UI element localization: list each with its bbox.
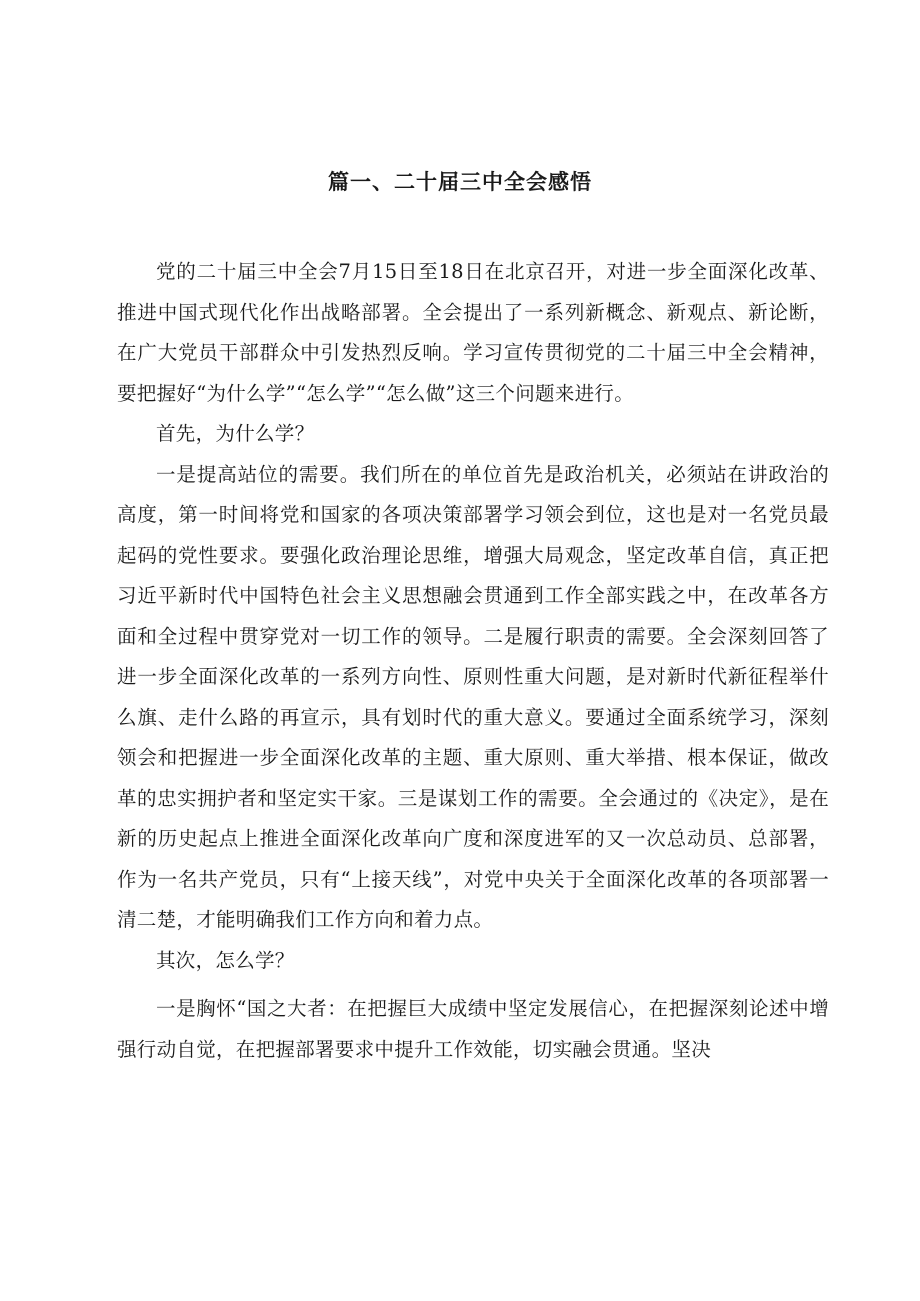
paragraph-how-body: 一是胸怀“国之大者：在把握巨大成绩中坚定发展信心，在把握深刻论述中增强行动自觉，在把握部署要求中提升工作效能，切实融会贯通。坚决 — [117, 997, 829, 1061]
paragraph-heading-how: 其次，怎么学？ — [156, 948, 295, 972]
paragraph-why-body: 一是提高站位的需要。我们所在的单位首先是政治机关，必须站在讲政治的高度，第一时间将党和国家的各项决策部署学习领会到位，这也是对一名党员最起码的党性要求。要强化政治理论思维，增强大局观念，坚定改革自信，真正把习近平新时代中国特色社会主义思想融会贯通到工作全部实践之中，在改革各方面和全过程中贯穿党对一切工作的领导。二是履行职责的需要。全会深刻回答了进一步全面深化改革的一系列方向性、原则性重大问题，是对新时代新征程举什么旗、走什么路的再宣示，具有划时代的重大意义。要通过全面系统学习，深刻领会和把握进一步全面深化改革的主题、重大原则、重大举措、根本保证，做改革的忠实拥护者和坚定实干家。三是谋划工作的需要。全会通过的《决定》，是在新的历史起点上推进全面深化改革向广度和深度进军的又一次总动员、总部署，作为一名共产党员，只有“上接天线”，对党中央关于全面深化改革的各项部署一清二楚，才能明确我们工作方向和着力点。 — [117, 462, 829, 931]
paragraph-intro: 党的二十届三中全会7月15日至18日在北京召开，对进一步全面深化改革、推进中国式现代化作出战略部署。全会提出了一系列新概念、新观点、新论断，在广大党员干部群众中引发热烈反响。学习宣传贯彻党的二十届三中全会精神，要把握好“为什么学”“怎么学”“怎么做”这三个问题来进行。 — [117, 260, 829, 405]
paragraph-heading-why: 首先，为什么学？ — [156, 422, 315, 445]
document-body — [117, 252, 829, 1070]
document-title: 篇一、二十届三中全会感悟 — [328, 170, 592, 194]
